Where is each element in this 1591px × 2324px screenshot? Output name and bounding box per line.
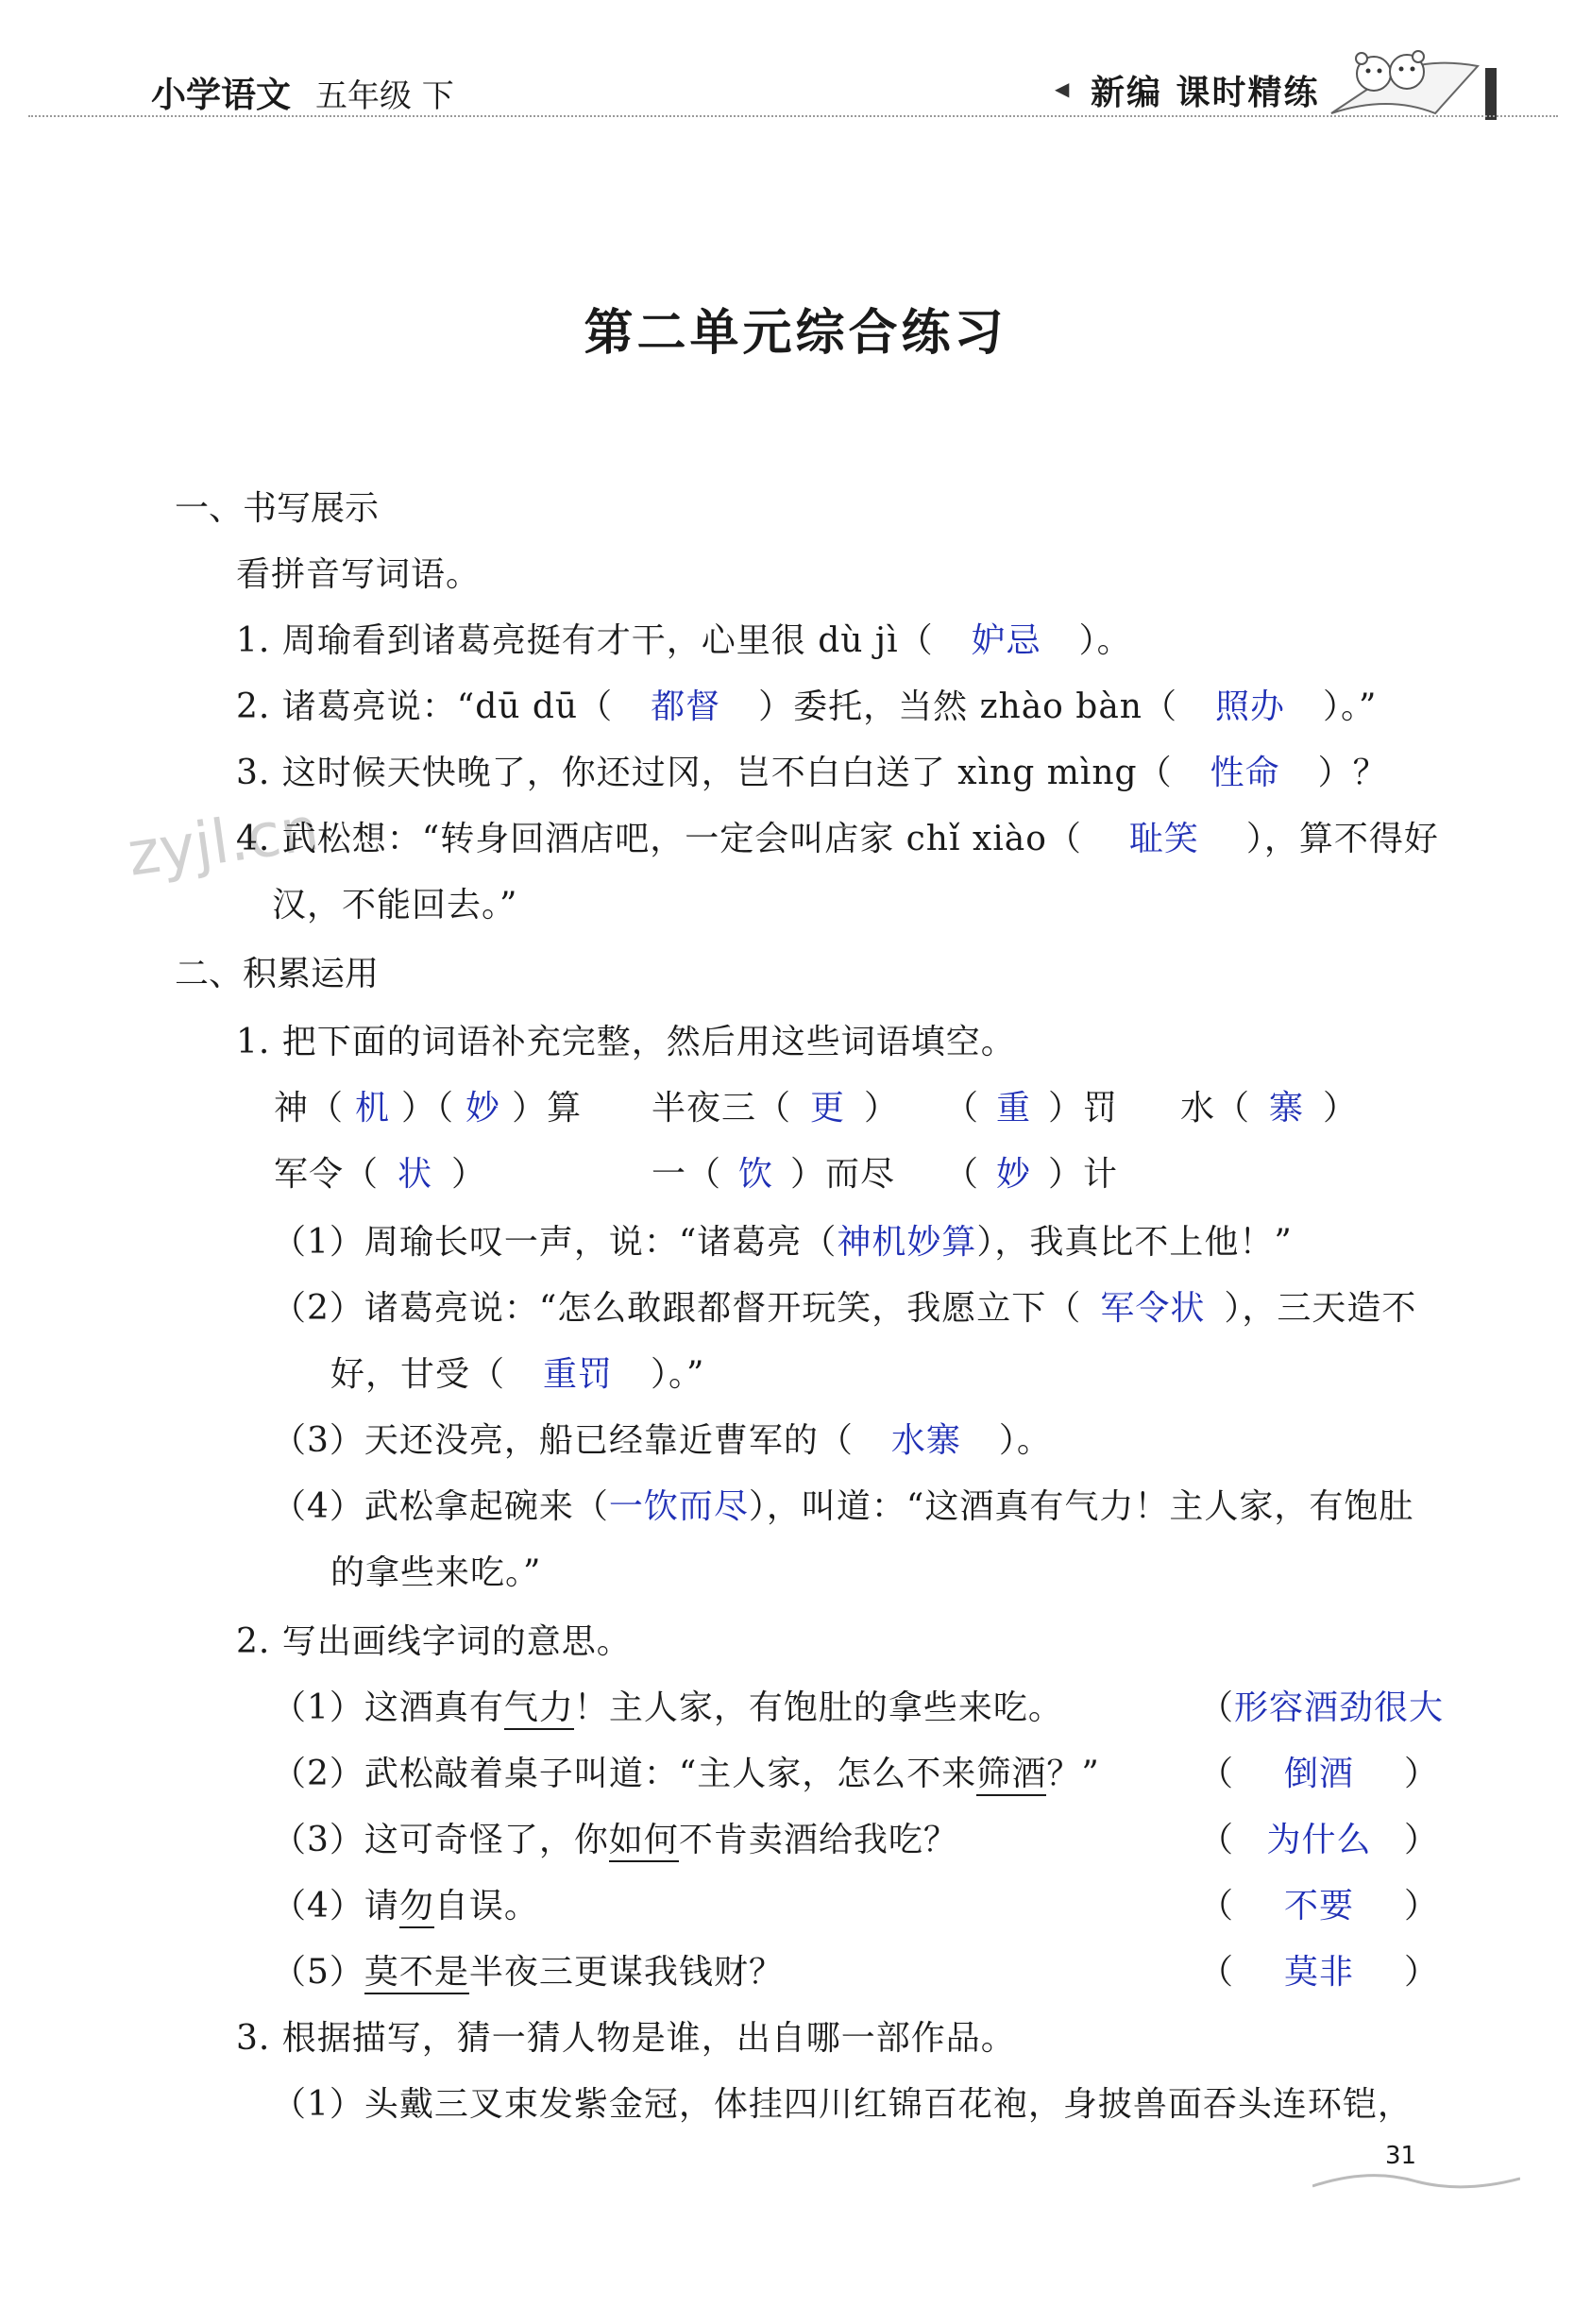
word-item: 一（ 饮 ）而尽 <box>652 1155 896 1194</box>
answer: 军令状 <box>1100 1289 1206 1328</box>
sentence-line-cont: 的拿些来吃。” <box>330 1553 542 1592</box>
answer-box: （ 为什么 ） <box>1199 1813 1439 1861</box>
answer: 水寨 <box>890 1421 961 1460</box>
meaning-item: （3）这可奇怪了，你如何不肯卖酒给我吃？ <box>272 1813 958 1861</box>
word-row <box>274 1081 1454 1128</box>
sentence-line: （1）周瑜长叹一声，说：“诸葛亮（神机妙算），我真比不上他！” <box>272 1223 1293 1262</box>
header-subject: 小学语文 五年级 下 <box>151 75 454 115</box>
meaning-item: （5）莫不是半夜三更谋我钱财？ <box>272 1945 784 1993</box>
instruction: 2. 写出画线字词的意思。 <box>236 1622 632 1661</box>
book-bears-icon <box>1322 47 1482 132</box>
meaning-item: （4）请勿自误。 <box>272 1879 539 1927</box>
question-line-cont: 汉，不能回去。” <box>272 886 518 925</box>
underlined-word: 气力 <box>504 1688 574 1730</box>
question-line: 2. 诸葛亮说：“dū dū（ 都督 ）委托，当然 zhào bàn（ 照办 ）。” <box>236 687 1378 726</box>
answer: 莫非 <box>1284 1953 1355 1992</box>
section-heading: 一、书写展示 <box>175 489 380 528</box>
underlined-word: 勿 <box>399 1887 434 1928</box>
underlined-word: 筛酒 <box>976 1755 1046 1796</box>
description-line: （1）头戴三叉束发紫金冠，体挂四川红锦百花袍，身披兽面吞头连环铠， <box>272 2085 1413 2124</box>
answer-box: （形容酒劲很大 <box>1199 1681 1444 1729</box>
page-number: 31 <box>1385 2142 1417 2170</box>
sentence-line: （3）天还没亮，船已经靠近曹军的（ 水寨 ）。 <box>272 1421 1052 1460</box>
page-number-swoosh <box>1312 2158 1520 2196</box>
answer-box: （ 倒酒 ） <box>1199 1747 1439 1795</box>
answer-box: （ 不要 ） <box>1199 1879 1439 1927</box>
word-item: 半夜三（ 更 ） <box>652 1089 900 1128</box>
watermark: zyjl.cn <box>123 794 324 891</box>
answer: 都督 <box>651 687 721 726</box>
meaning-item: （1）这酒真有气力！主人家，有饱肚的拿些来吃。 <box>272 1681 1063 1729</box>
underlined-word: 莫不是 <box>364 1953 469 1994</box>
word-row <box>274 1147 1454 1195</box>
answer: 倒酒 <box>1284 1755 1355 1793</box>
instruction: 1. 把下面的词语补充完整，然后用这些词语填空。 <box>236 1023 1016 1061</box>
instruction: 看拼音写词语。 <box>236 555 482 594</box>
sentence-line: （2）诸葛亮说：“怎么敢跟都督开玩笑，我愿立下（ 军令状 ），三天造不 <box>272 1289 1417 1328</box>
sentence-line: （4）武松拿起碗来（一饮而尽），叫道：“这酒真有气力！主人家，有饱肚 <box>272 1487 1414 1526</box>
page-title: 第二单元综合练习 <box>584 305 1007 362</box>
word-item: 神（ 机 ）（ 妙 ）算 <box>274 1089 583 1128</box>
answer: 照办 <box>1215 687 1286 726</box>
header-brand-block <box>1055 59 1497 117</box>
question-line: 3. 这时候天快晚了，你还过冈，岂不白白送了 xìng mìng（ 性命 ）？ <box>236 754 1388 792</box>
answer-box: （ 莫非 ） <box>1199 1945 1439 1993</box>
answer: 为什么 <box>1266 1821 1372 1859</box>
header-grade: 五年级 下 <box>315 77 454 115</box>
sentence-line-cont: 好，甘受（ 重罚 ）。” <box>330 1355 705 1394</box>
header-divider <box>28 115 1558 117</box>
answer: 神机妙算 <box>837 1223 977 1262</box>
answer: 重罚 <box>543 1355 614 1394</box>
answer: 妒忌 <box>971 621 1041 660</box>
word-item: （ 重 ）罚 <box>944 1089 1119 1128</box>
question-line: 1. 周瑜看到诸葛亮挺有才干，心里很 dù jì（ 妒忌 ）。 <box>236 621 1132 660</box>
word-item: 水（ 寨 ） <box>1180 1089 1359 1128</box>
answer: 形容酒劲很大 <box>1234 1688 1445 1727</box>
word-item: 军令（ 状 ） <box>274 1155 487 1194</box>
triangle-marker-icon: ◀ <box>1055 77 1070 100</box>
header-bar <box>1485 68 1497 120</box>
answer: 一饮而尽 <box>608 1487 749 1526</box>
word-item: （ 妙 ）计 <box>944 1155 1119 1194</box>
underlined-word: 如何 <box>609 1821 679 1862</box>
question-line: 4. 武松想：“转身回酒店吧，一定会叫店家 chǐ xiào（ 耻笑 ），算不得好 <box>236 820 1439 858</box>
meaning-item: （2）武松敲着桌子叫道：“主人家，怎么不来筛酒？” <box>272 1747 1100 1795</box>
answer: 性命 <box>1210 754 1280 792</box>
header-brand: 新编 课时精练 <box>1091 74 1320 112</box>
section-heading: 二、积累运用 <box>175 955 380 993</box>
instruction: 3. 根据描写，猜一猜人物是谁，出自哪一部作品。 <box>236 2019 1016 2058</box>
answer: 耻笑 <box>1128 820 1199 858</box>
answer: 不要 <box>1284 1887 1355 1925</box>
